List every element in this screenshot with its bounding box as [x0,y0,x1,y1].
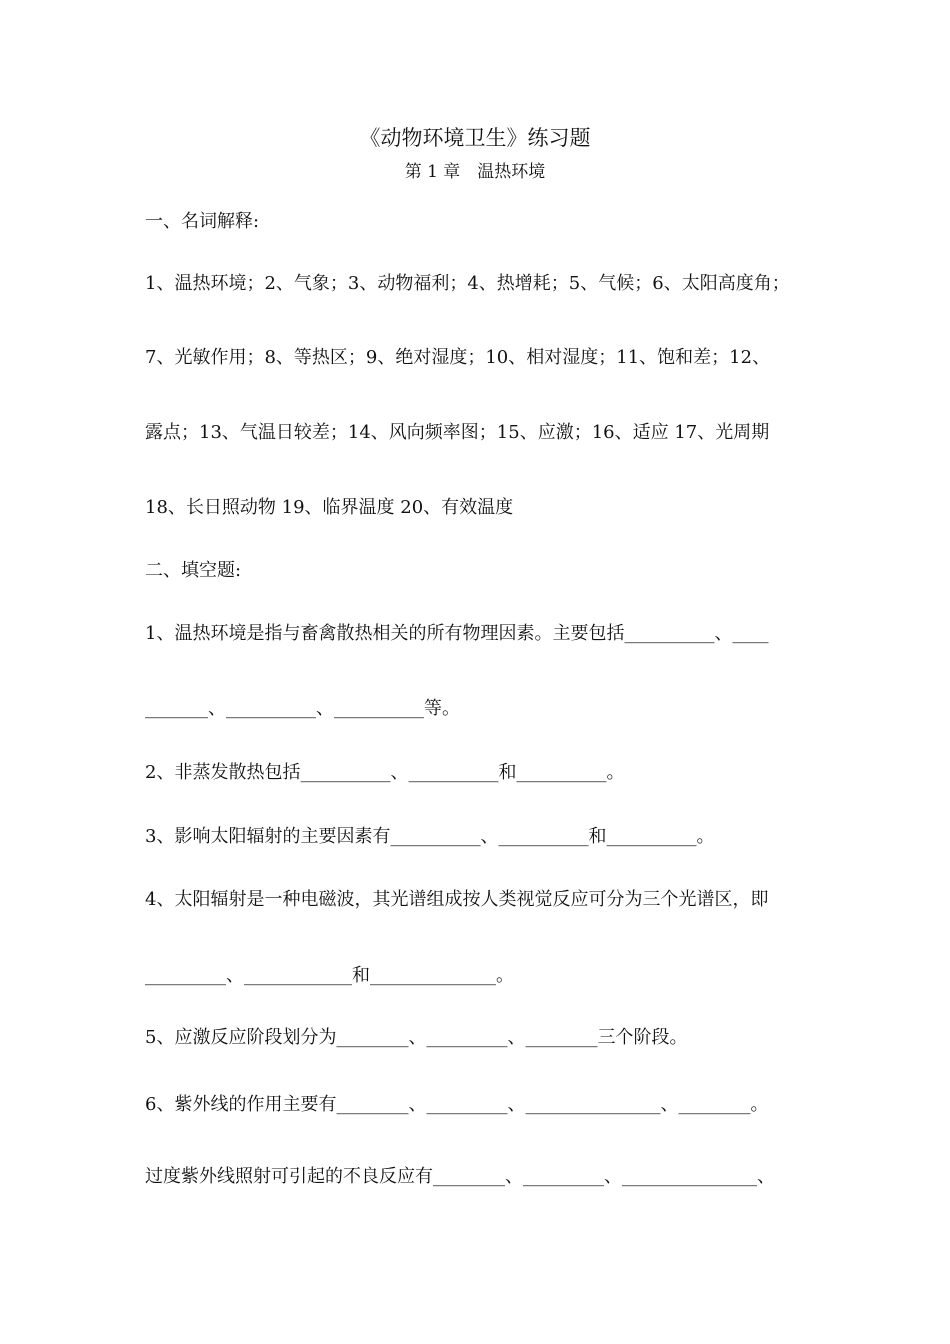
fill-in-line-8: 6、紫外线的作用主要有________、_________、_______________、________。 [145,1094,769,1115]
fill-in-line-4: 3、影响太阳辐射的主要因素有__________、__________和__________。 [145,826,715,847]
fill-in-line-7: 5、应激反应阶段划分为________、_________、________三个阶段。 [145,1027,688,1048]
fill-in-line-2: _______、__________、__________等。 [145,698,460,719]
fill-in-line-5: 4、太阳辐射是一种电磁波，其光谱组成按人类视觉反应可分为三个光谱区，即 [145,889,769,910]
fill-in-line-9: 过度紫外线照射可引起的不良反应有________、_________、_______________、 [145,1166,775,1187]
fill-in-line-1: 1、温热环境是指与畜禽散热相关的所有物理因素。主要包括__________、____ [145,623,769,644]
fill-in-line-3: 2、非蒸发散热包括__________、__________和__________。 [145,762,625,783]
document-title: 《动物环境卫生》练习题 [359,126,591,150]
terms-line-1: 1、温热环境；2、气象；3、动物福利；4、热增耗；5、气候；6、太阳高度角； [145,273,790,294]
chapter-heading: 第 1 章 温热环境 [404,162,546,182]
terms-line-2: 7、光敏作用；8、等热区；9、绝对湿度；10、相对湿度；11、饱和差；12、 [145,347,771,368]
fill-in-line-6: _________、____________和______________。 [145,965,514,986]
terms-line-3: 露点；13、气温日较差；14、风向频率图；15、应激；16、适应 17、光周期 [145,422,770,443]
section-heading-terms: 一、名词解释: [145,211,260,232]
terms-line-4: 18、长日照动物 19、临界温度 20、有效温度 [145,497,514,518]
section-heading-fill-in: 二、填空题: [145,560,242,581]
